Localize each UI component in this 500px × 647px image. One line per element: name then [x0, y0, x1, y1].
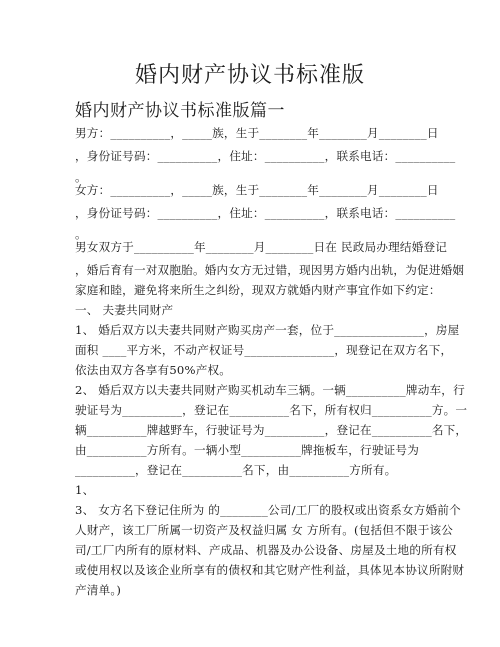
clause-heading-joint-property: 一、 夫妻共同财产 — [75, 303, 174, 317]
text-line-period: 。 — [75, 227, 87, 241]
clause-3-line-2: 人财产，该工厂所属一切资产及权益归属 女 方所有。(包括但不限于该公 — [75, 523, 454, 537]
clause-2-line-5: __________，登记在__________名下，由__________方所有。 — [75, 463, 397, 477]
clause-1-line-2: 面积 ____平方米，不动产权证号_______________，现登记在双方名下， — [75, 343, 453, 357]
text-line-children: ，婚后育有一对双胞胎。婚内女方无过错，现因男方婚内出轨，为促进婚姻 — [75, 263, 465, 277]
clause-2-line-4: 由__________方所有。一辆小型__________牌拖板车，行驶证号为 — [75, 443, 420, 457]
clause-number-stub: 1、 — [75, 483, 95, 497]
text-line-agreement-intro: 家庭和睦，避免将来所生之纠纷，现双方就婚内财产事宜作如下约定： — [75, 283, 441, 297]
document-title: 婚内财产协议书标准版 — [134, 63, 365, 88]
clause-2-line-2: 驶证号为__________，登记在__________名下，所有权归__________方。一 — [75, 403, 468, 417]
text-line-wife-id: ，身份证号码：__________，住址：__________，联系电话：__________ — [75, 206, 456, 220]
text-line-husband-info: 男方：__________，_____族，生于________年________月________日 — [75, 126, 439, 140]
clause-3-line-3: 司/工厂内所有的原材料、产成品、机器及办公设备、房屋及土地的所有权 — [75, 543, 457, 557]
clause-3-line-4: 或使用权以及该企业所享有的债权和其它财产性利益，具体见本协议所附财 — [75, 563, 465, 577]
clause-1-line-3: 依法由双方各享有50%产权。 — [75, 363, 232, 377]
text-line-marriage-registration: 男女双方于__________年________月________日在 民政局办理结婚登记 — [75, 240, 448, 254]
clause-3-line-5: 产清单。) — [75, 583, 122, 597]
clause-2-line-3: 辆__________牌越野车，行驶证号为__________，登记在__________名下， — [75, 423, 468, 437]
text-line-period: 。 — [75, 170, 87, 184]
clause-3-line-1: 3、 女方名下登记住所为 的________公司/工厂的股权或出资系女方婚前个 — [75, 503, 461, 517]
section-heading: 婚内财产协议书标准版篇一 — [75, 101, 285, 121]
text-line-husband-id: ，身份证号码：__________，住址：__________，联系电话：__________ — [75, 149, 456, 163]
text-line-wife-info: 女方：__________，_____族，生于________年________月________日 — [75, 183, 439, 197]
clause-1-line-1: 1、 婚后双方以夫妻共同财产购买房产一套，位于_______________，房屋 — [75, 323, 460, 337]
clause-2-line-1: 2、 婚后双方以夫妻共同财产购买机动车三辆。一辆__________牌动车，行 — [75, 383, 465, 397]
